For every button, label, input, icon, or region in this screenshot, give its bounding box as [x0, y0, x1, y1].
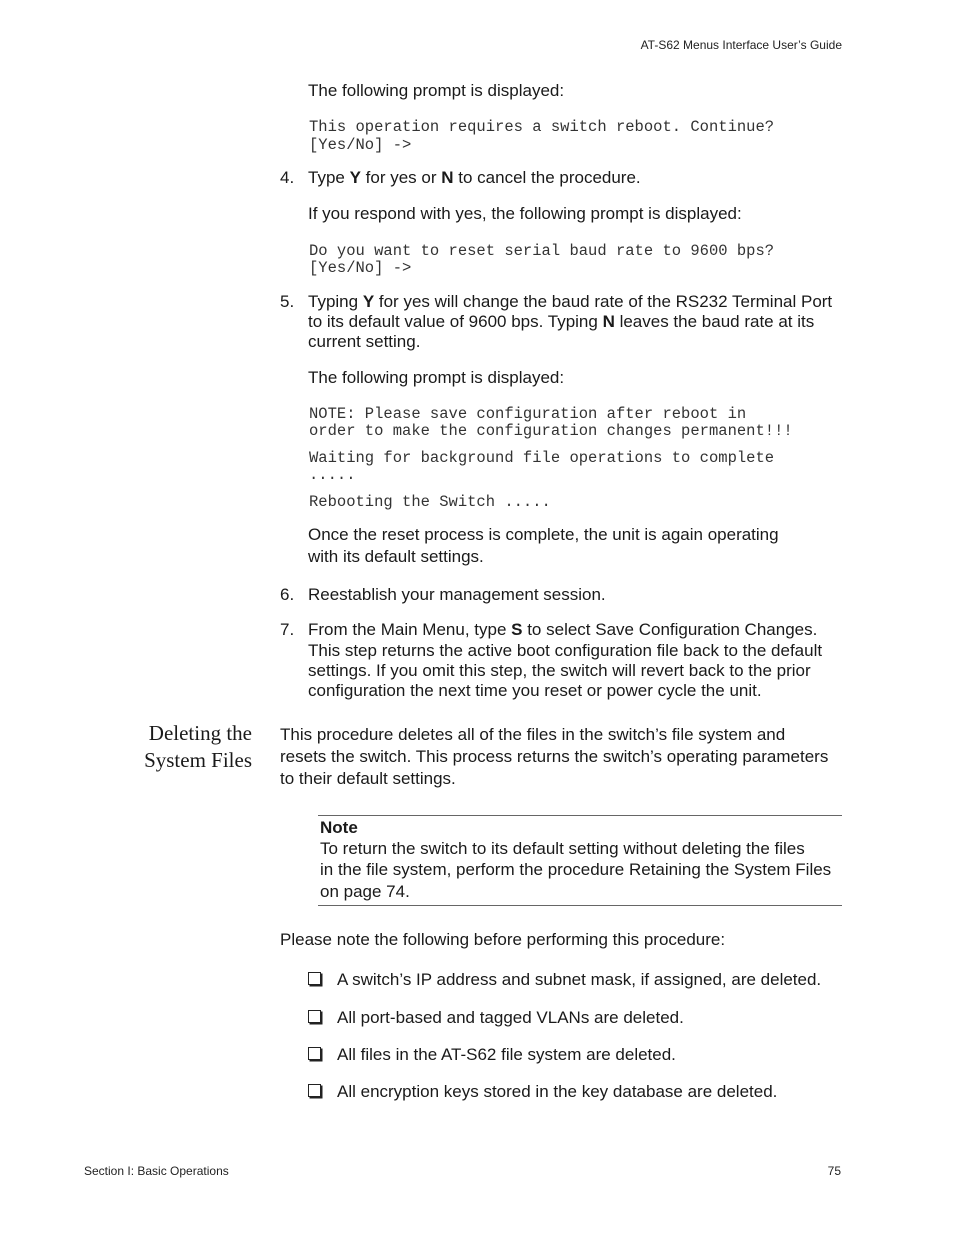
section-intro: to their default settings. [280, 769, 456, 788]
checkbox-bullet-icon [308, 1084, 321, 1097]
section-heading: Deleting the System Files [144, 721, 252, 772]
list-item: A switch’s IP address and subnet mask, if assigned, are deleted. [337, 970, 822, 989]
paragraph: Once the reset process is complete, the unit is again operating [308, 525, 779, 544]
step-number: 4. [280, 168, 295, 187]
code-line: Do you want to reset serial baud rate to 9600 bps? [309, 242, 775, 260]
step-text: Reestablish your management session. [308, 585, 606, 604]
code-line: [Yes/No] -> [309, 136, 412, 154]
code-line: [Yes/No] -> [309, 259, 412, 277]
step-text: Type Y for yes or N to cancel the procedure. [308, 168, 641, 187]
section-intro: resets the switch. This process returns the switch’s operating parameters [280, 747, 829, 766]
list-item: All encryption keys stored in the key database are deleted. [337, 1082, 778, 1101]
paragraph: The following prompt is displayed: [308, 368, 565, 387]
step-text: configuration the next time you reset or power cycle the unit. [308, 681, 762, 700]
step-text: From the Main Menu, type S to select Save Configuration Changes. [308, 620, 818, 639]
list-item: All files in the AT-S62 file system are deleted. [337, 1045, 676, 1064]
note-text: in the file system, perform the procedure Retaining the System Files [320, 860, 832, 879]
step-text: Typing Y for yes will change the baud rate of the RS232 Terminal Port [308, 292, 833, 311]
step-text: settings. If you omit this step, the switch will revert back to the prior [308, 661, 811, 680]
paragraph: The following prompt is displayed: [308, 81, 565, 100]
checkbox-bullet-icon [308, 1010, 321, 1023]
paragraph: with its default settings. [308, 547, 484, 566]
step-text: current setting. [308, 332, 421, 351]
step-number: 6. [280, 585, 295, 604]
step-number: 7. [280, 620, 295, 639]
note-title: Note [320, 818, 358, 837]
list-item: All port-based and tagged VLANs are deleted. [337, 1008, 684, 1027]
checkbox-bullet-icon [308, 972, 321, 985]
note-bottom-rule [318, 905, 842, 906]
page-number: 75 [827, 1164, 841, 1178]
code-line: Rebooting the Switch ..... [309, 493, 551, 511]
paragraph: If you respond with yes, the following prompt is displayed: [308, 204, 742, 223]
step-number: 5. [280, 292, 295, 311]
code-line: NOTE: Please save configuration after reboot in [309, 405, 747, 423]
note-top-rule [318, 815, 842, 816]
section-intro: This procedure deletes all of the files in the switch’s file system and [280, 725, 786, 744]
code-line: Waiting for background file operations to complete [309, 449, 775, 467]
code-line: order to make the configuration changes permanent!!! [309, 422, 793, 440]
paragraph: Please note the following before performing this procedure: [280, 930, 726, 949]
step-text: to its default value of 9600 bps. Typing N leaves the baud rate at its [308, 312, 815, 331]
checkbox-bullet-icon [308, 1047, 321, 1060]
code-line: This operation requires a switch reboot. Continue? [309, 118, 775, 136]
page-header-title: AT-S62 Menus Interface User’s Guide [640, 38, 842, 52]
note-text: To return the switch to its default setting without deleting the files [320, 839, 805, 858]
code-line: ..... [309, 466, 356, 484]
note-text: on page 74. [320, 882, 410, 901]
step-text: This step returns the active boot configuration file back to the default [308, 641, 823, 660]
footer-section: Section I: Basic Operations [84, 1164, 229, 1178]
